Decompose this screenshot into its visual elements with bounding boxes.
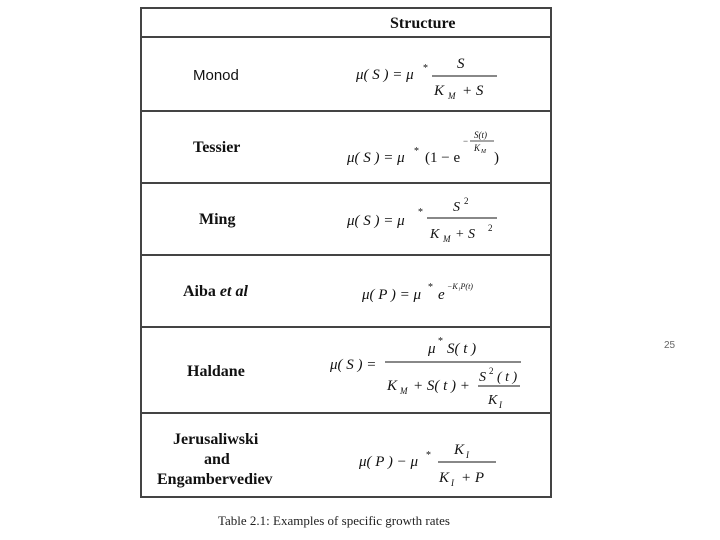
- header-structure: Structure: [390, 15, 456, 32]
- svg-text:*: *: [418, 207, 423, 218]
- svg-text:): ): [494, 150, 499, 166]
- svg-text:M: M: [481, 149, 486, 155]
- svg-text:I: I: [499, 400, 502, 410]
- svg-text:*: *: [438, 336, 443, 347]
- svg-text:I: I: [466, 450, 469, 460]
- svg-text:M: M: [448, 91, 456, 101]
- svg-text:+ S: + S: [462, 83, 484, 99]
- svg-text:+ S( t ) +: + S( t ) +: [413, 378, 470, 394]
- svg-text:+ P: + P: [461, 470, 485, 486]
- svg-text:S(t): S(t): [474, 130, 487, 140]
- table-header: [142, 9, 550, 38]
- svg-text:μ( P ) = μ: μ( P ) = μ: [362, 287, 422, 303]
- svg-text:*: *: [423, 63, 428, 74]
- svg-text:*: *: [428, 282, 433, 293]
- page-number: 25: [664, 340, 676, 351]
- row-tessier: [142, 110, 550, 182]
- formula-aiba: [142, 256, 550, 326]
- model-name-line-2: and: [204, 451, 230, 468]
- svg-text:−K₁P(t): −K₁P(t): [447, 282, 473, 291]
- growth-rate-table: [140, 7, 552, 498]
- formula-tessier: [142, 112, 550, 182]
- model-name: Ming: [199, 211, 236, 228]
- svg-text:μ( S ) =: μ( S ) =: [330, 357, 377, 373]
- row-jerusaliwski: [142, 412, 550, 498]
- svg-text:*: *: [426, 450, 431, 461]
- svg-text:μ: μ: [428, 341, 436, 357]
- svg-text:K: K: [439, 470, 450, 486]
- svg-text:2: 2: [489, 366, 494, 376]
- svg-text:S: S: [453, 200, 460, 215]
- svg-text:( t ): ( t ): [497, 370, 518, 385]
- formula-haldane: [142, 328, 550, 414]
- model-name-main: Aiba: [183, 283, 216, 300]
- svg-text:M: M: [400, 386, 408, 396]
- model-name: Tessier: [193, 139, 241, 156]
- svg-text:*: *: [414, 146, 419, 157]
- svg-text:2: 2: [464, 196, 469, 206]
- formula-monod: [142, 38, 550, 108]
- svg-text:K: K: [434, 83, 445, 99]
- svg-text:2: 2: [488, 223, 493, 233]
- svg-text:μ( S ) = μ: μ( S ) = μ: [356, 67, 414, 83]
- svg-text:K: K: [474, 143, 481, 153]
- model-name: Monod: [193, 67, 239, 84]
- svg-text:I: I: [451, 478, 454, 488]
- svg-text:μ( S ) = μ: μ( S ) = μ: [347, 150, 405, 166]
- model-name-line-1: Jerusaliwski: [173, 431, 259, 448]
- svg-text:S: S: [457, 56, 465, 72]
- formula-jerusaliwski: [142, 414, 550, 500]
- row-ming: [142, 182, 550, 254]
- row-monod: [142, 38, 550, 110]
- row-haldane: [142, 326, 550, 412]
- svg-text:S: S: [479, 370, 486, 385]
- row-aiba: [142, 254, 550, 326]
- table-caption: Table 2.1: Examples of specific growth rates: [218, 513, 450, 528]
- model-name-suffix: et al: [219, 283, 248, 300]
- formula-ming: [142, 184, 550, 254]
- svg-text:(1 − e: (1 − e: [425, 150, 461, 166]
- svg-text:M: M: [443, 234, 451, 244]
- svg-text:μ( P ) − μ: μ( P ) − μ: [359, 454, 419, 470]
- svg-text:e: e: [438, 287, 445, 303]
- svg-text:+ S: + S: [455, 227, 475, 242]
- model-name: Haldane: [187, 363, 245, 380]
- model-name-line-3: Engambervediev: [157, 471, 273, 488]
- svg-text:K: K: [488, 393, 498, 408]
- svg-text:K: K: [387, 378, 398, 394]
- svg-text:−: −: [463, 136, 469, 146]
- svg-text:μ( S ) = μ: μ( S ) = μ: [347, 213, 405, 229]
- svg-text:K: K: [430, 227, 440, 242]
- svg-text:K: K: [454, 442, 465, 458]
- svg-text:S( t ): S( t ): [447, 341, 477, 357]
